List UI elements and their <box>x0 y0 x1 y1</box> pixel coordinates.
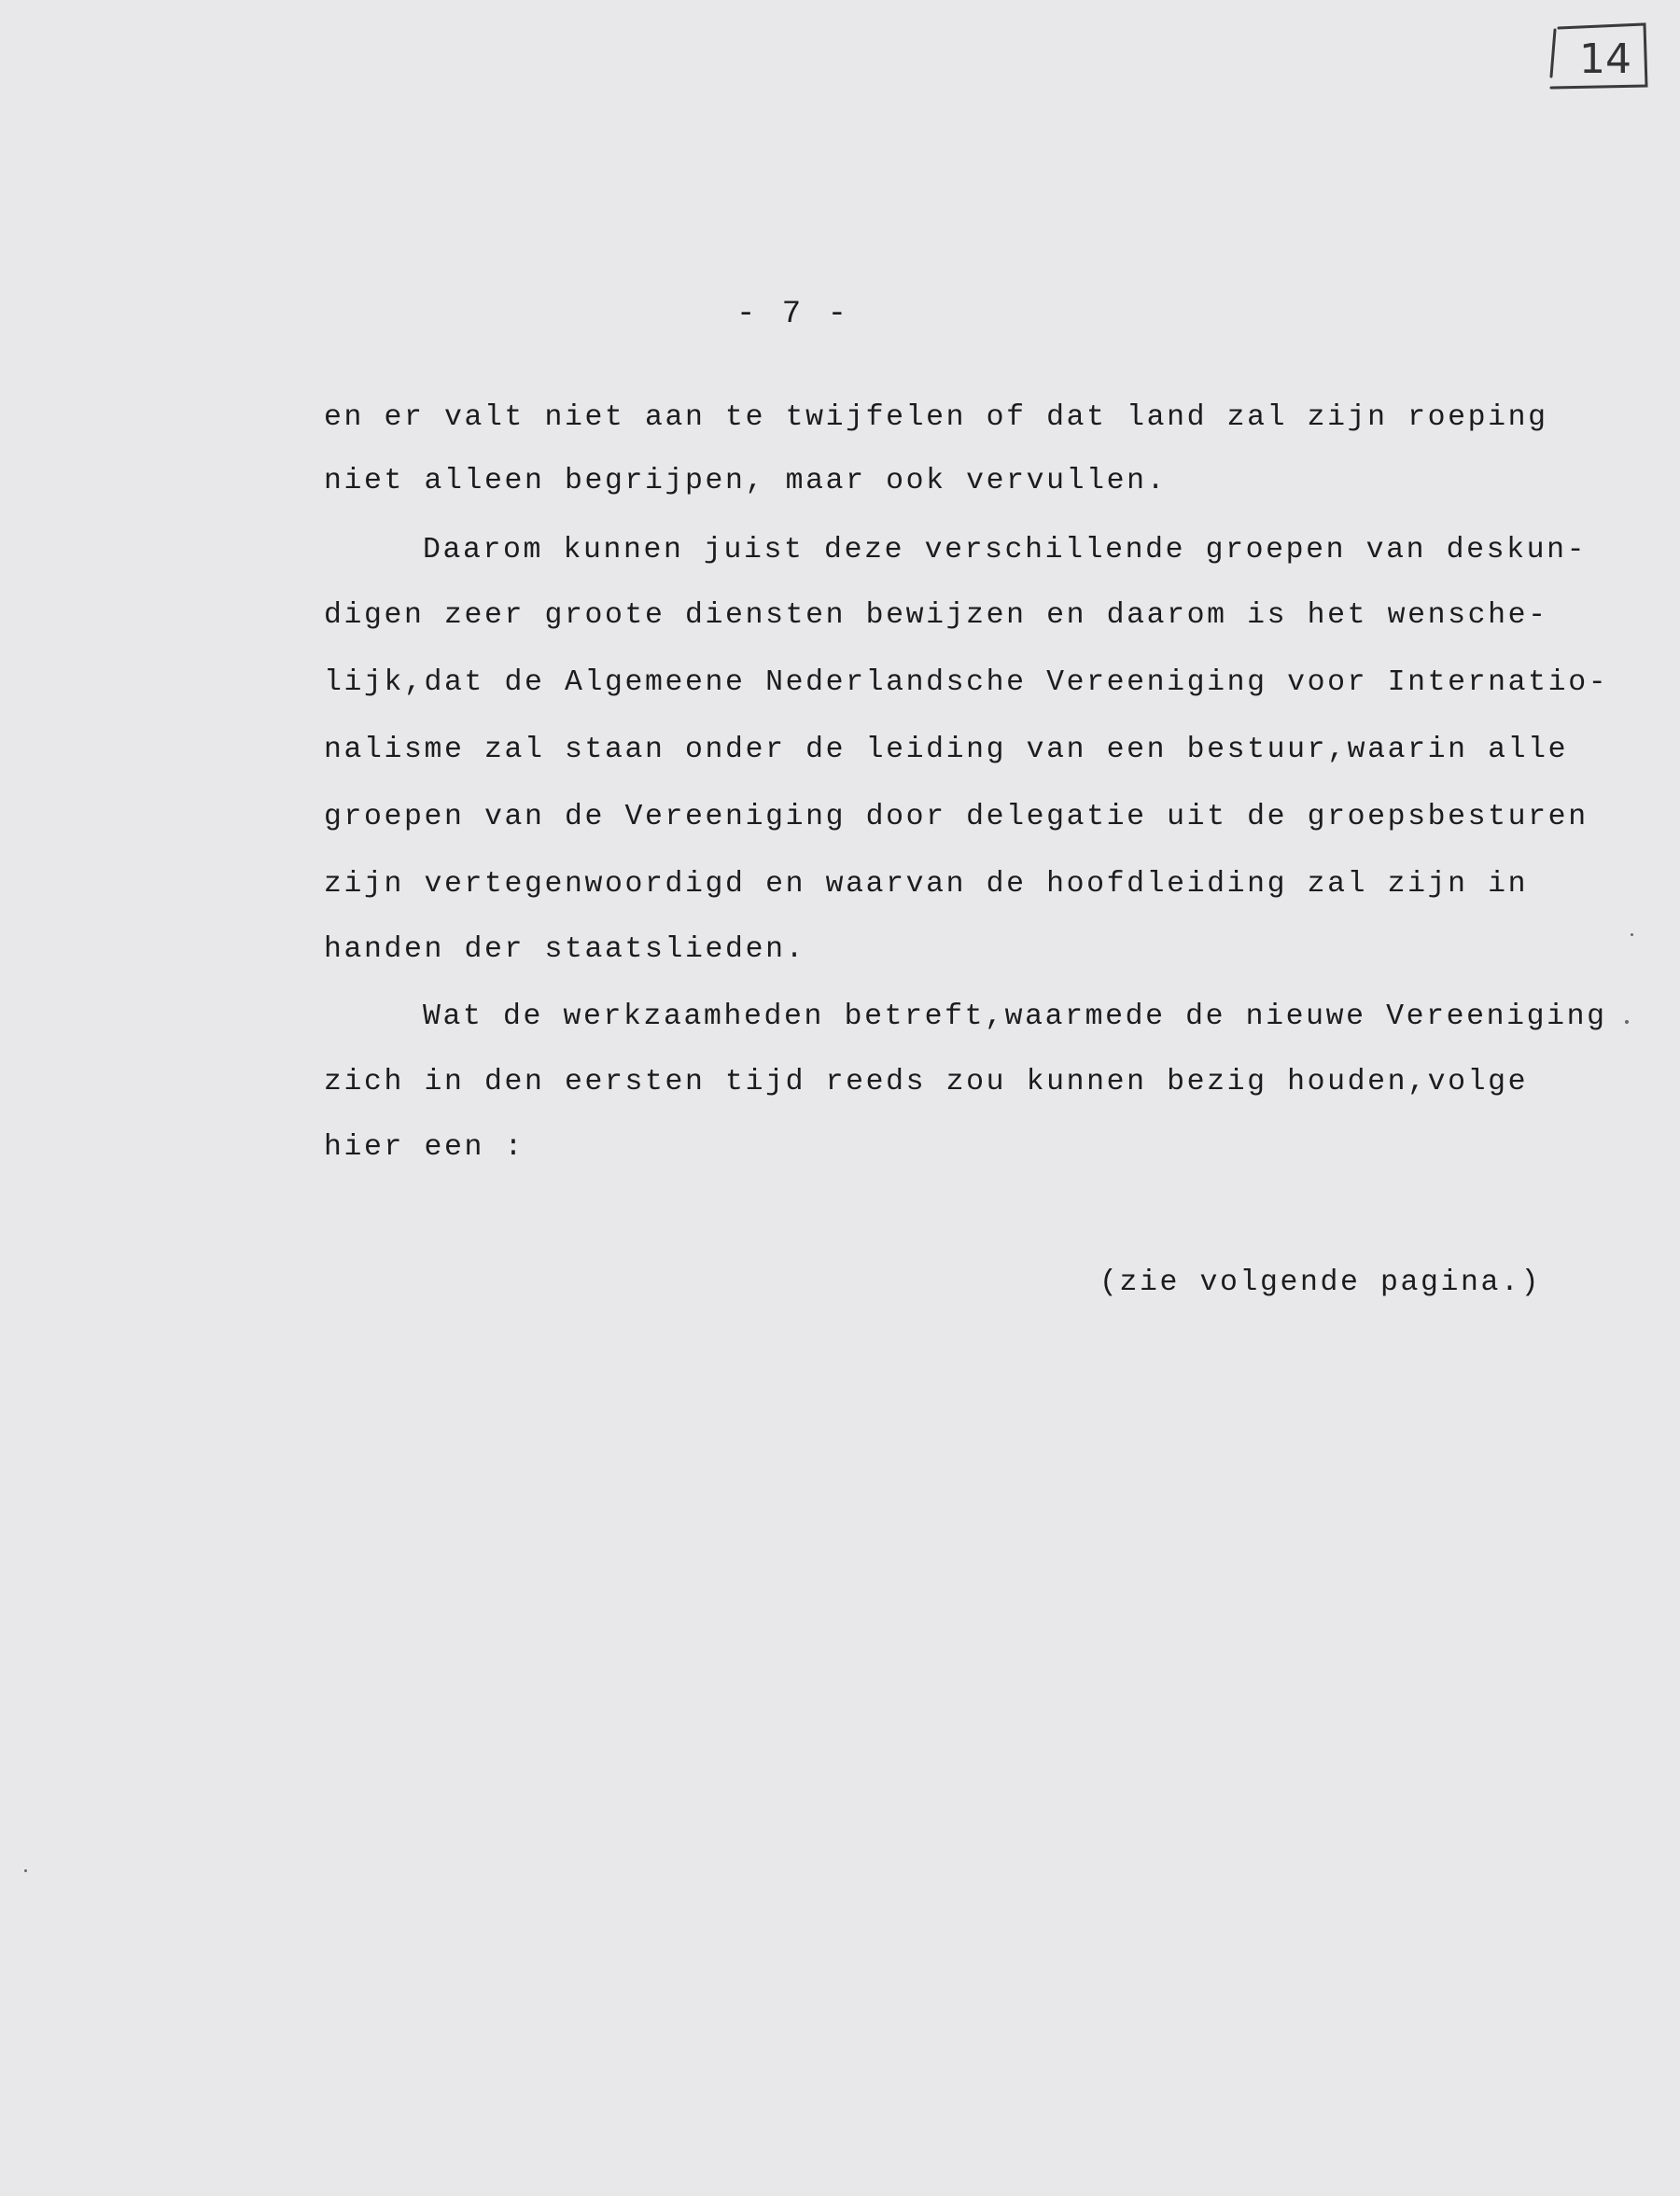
body-line-12: hier een : <box>324 1131 525 1164</box>
continuation-note: (zie volgende pagina.) <box>1099 1266 1542 1299</box>
body-line-11: zich in den eersten tijd reeds zou kunnen bezig houden,volge <box>324 1066 1529 1098</box>
handwritten-bracket-icon <box>1542 21 1656 91</box>
body-line-5: lijk,dat de Algemeene Nederlandsche Vereeniging voor Internatio- <box>324 666 1609 699</box>
margin-speck <box>1631 933 1633 936</box>
page-number: - 7 - <box>735 297 851 332</box>
body-line-3: Daarom kunnen juist deze verschillende groepen van deskun- <box>423 534 1588 566</box>
archive-number: 14 <box>1579 35 1631 83</box>
body-line-8: zijn vertegenwoordigd en waarvan de hoofdleiding zal zijn in <box>324 868 1529 901</box>
margin-speck <box>1625 1020 1629 1024</box>
body-line-7: groepen van de Vereeniging door delegatie uit de groepsbesturen <box>324 801 1589 833</box>
body-line-10: Wat de werkzaamheden betreft,waarmede de nieuwe Vereeniging <box>423 1000 1607 1033</box>
body-line-6: nalisme zal staan onder de leiding van een bestuur,waarin alle <box>324 734 1569 766</box>
body-line-2: niet alleen begrijpen, maar ook vervullen. <box>324 465 1168 497</box>
margin-speck <box>24 1869 27 1872</box>
archive-number-stamp <box>1542 21 1656 91</box>
body-line-9: handen der staatslieden. <box>324 933 806 966</box>
body-line-1: en er valt niet aan te twijfelen of dat land zal zijn roeping <box>324 401 1548 434</box>
body-line-4: digen zeer groote diensten bewijzen en daarom is het wensche- <box>324 599 1548 632</box>
